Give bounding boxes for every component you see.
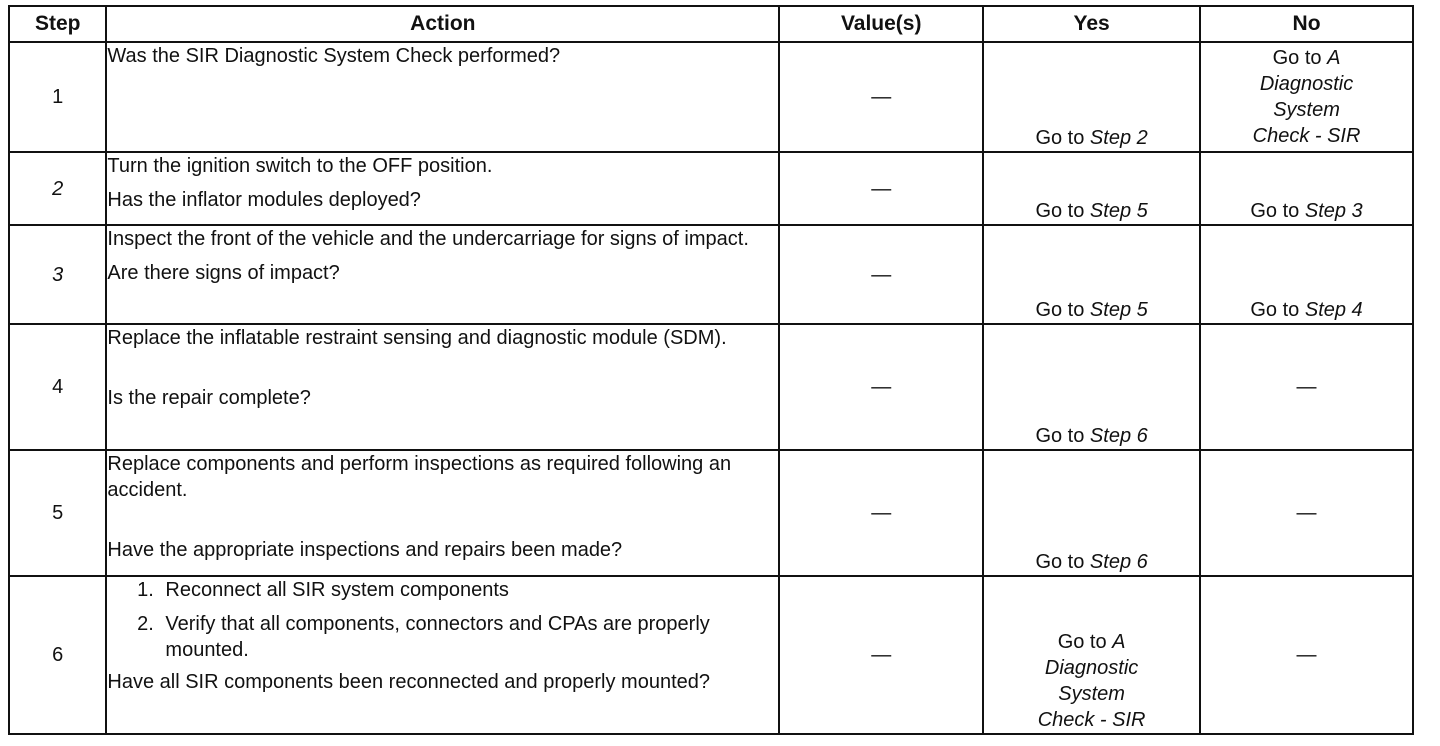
action-question: Are there signs of impact? [107,262,340,284]
action-question: Has the inflator modules deployed? [107,189,421,211]
header-values: Value(s) [779,6,983,42]
yes-cell [983,225,1200,324]
check-link-line[interactable]: System [1273,99,1340,121]
header-step: Step [9,6,106,42]
step-number: 6 [9,576,106,734]
table-row [9,152,1413,225]
table-row [9,450,1413,576]
action-question: Have all SIR components been reconnected and properly mounted? [107,671,711,693]
action-cell [106,450,779,576]
yes-prefix: Go to [1057,631,1113,653]
check-link-line[interactable]: Diagnostic [1259,73,1354,95]
no-cell: — [1200,450,1413,576]
value-cell: — [779,576,983,734]
check-link-line[interactable]: Check - SIR [1252,125,1361,147]
action-cell [106,225,779,324]
substep-item: 1. Reconnect all SIR system components [159,577,778,603]
substep-list [107,577,778,663]
yes-cell [983,42,1200,152]
step-link[interactable]: Step 2 [1089,127,1148,149]
action-text: Was the SIR Diagnostic System Check performed? [107,45,561,67]
no-cell [1200,152,1413,225]
action-text: Replace components and perform inspections as required following an accident. [107,453,732,501]
action-text: Replace the inflatable restraint sensing and diagnostic module (SDM). [107,327,727,349]
check-link-line[interactable]: System [1058,683,1125,705]
diagnostic-table [8,5,1414,735]
value-cell: — [779,42,983,152]
check-link[interactable]: A [1327,47,1341,69]
yes-prefix: Go to [1035,551,1090,573]
step-number: 3 [9,225,106,324]
step-number: 1 [9,42,106,152]
no-cell: — [1200,576,1413,734]
action-question: Have the appropriate inspections and repairs been made? [107,539,623,561]
step-number: 4 [9,324,106,450]
value-cell: — [779,225,983,324]
step-number: 2 [9,152,106,225]
action-cell [106,152,779,225]
no-cell: — [1200,324,1413,450]
header-action: Action [106,6,779,42]
header-row [9,6,1413,42]
step-link[interactable]: Step 3 [1304,200,1363,222]
value-cell: — [779,324,983,450]
step-link[interactable]: Step 5 [1089,299,1148,321]
no-prefix: Go to [1272,47,1328,69]
value-cell: — [779,450,983,576]
yes-cell [983,576,1200,734]
step-link[interactable]: Step 5 [1089,200,1148,222]
yes-prefix: Go to [1035,127,1090,149]
table-row [9,576,1413,734]
check-link[interactable]: A [1112,631,1126,653]
step-link[interactable]: Step 6 [1089,551,1148,573]
substep-item: 2. Verify that all components, connectors and CPAs are properly mounted. [159,611,778,663]
yes-cell [983,450,1200,576]
step-link[interactable]: Step 6 [1089,425,1148,447]
yes-prefix: Go to [1035,299,1090,321]
header-yes: Yes [983,6,1200,42]
step-link[interactable]: Step 4 [1304,299,1363,321]
yes-cell [983,324,1200,450]
action-text: Turn the ignition switch to the OFF position. [107,155,493,177]
step-number: 5 [9,450,106,576]
yes-prefix: Go to [1035,200,1090,222]
action-cell [106,324,779,450]
table-row [9,42,1413,152]
action-question: Is the repair complete? [107,387,311,409]
no-prefix: Go to [1250,200,1305,222]
table-row [9,324,1413,450]
check-link-line[interactable]: Diagnostic [1044,657,1139,679]
check-link-line[interactable]: Check - SIR [1037,709,1146,731]
no-cell [1200,42,1413,152]
table-row [9,225,1413,324]
yes-cell [983,152,1200,225]
action-cell [106,576,779,734]
action-cell [106,42,779,152]
value-cell: — [779,152,983,225]
no-cell [1200,225,1413,324]
header-no: No [1200,6,1413,42]
yes-prefix: Go to [1035,425,1090,447]
no-prefix: Go to [1250,299,1305,321]
action-text: Inspect the front of the vehicle and the undercarriage for signs of impact. [107,228,749,250]
